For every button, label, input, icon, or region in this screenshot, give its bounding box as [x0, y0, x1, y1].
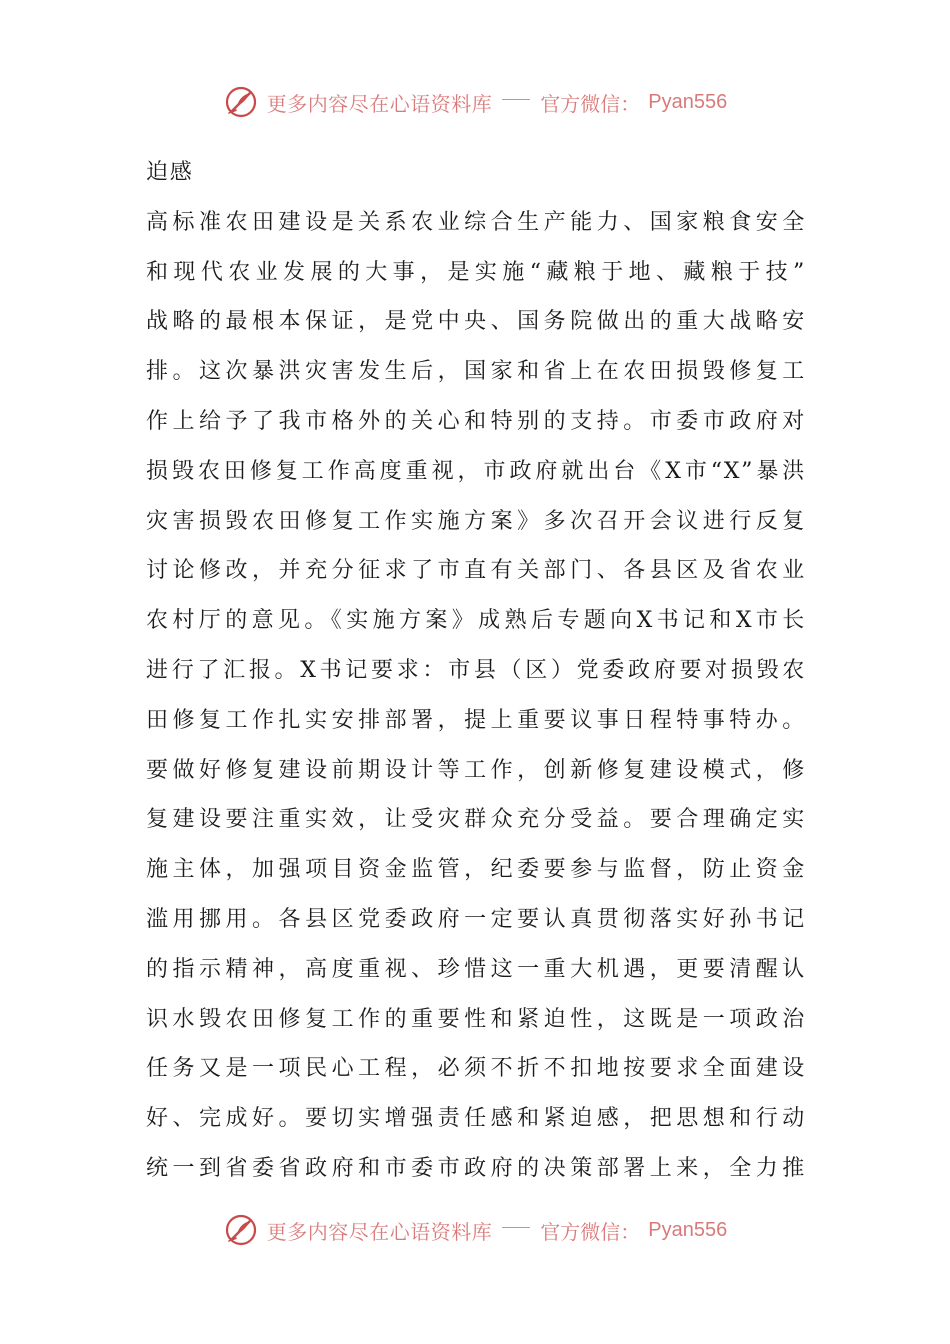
footer-dash: [502, 1227, 530, 1228]
document-body: [146, 148, 806, 1194]
text-line: 高标准农田建设是关系农业综合生产能力、国家粮食安全: [146, 209, 806, 235]
quill-logo-icon: [223, 84, 259, 120]
text-line: 识水毁农田修复工作的重要性和紧迫性，这既是一项政治: [146, 1006, 806, 1032]
text-line: 任务又是一项民心工程，必须不折不扣地按要求全面建设: [146, 1056, 806, 1082]
text-line: 田修复工作扎实安排部署，提上重要议事日程特事特办。: [146, 707, 806, 733]
text-line: 排。这次暴洪灾害发生后，国家和省上在农田损毁修复工: [146, 359, 806, 385]
text-line: 农村厅的意见。《实施方案》成熟后专题向X书记和X市长: [146, 608, 806, 634]
header-slogan: 更多内容尽在心语资料库: [266, 91, 493, 116]
text-line: 滥用挪用。各县区党委政府一定要认真贯彻落实好孙书记: [146, 906, 806, 932]
text-line: 复建设要注重实效，让受灾群众充分受益。要合理确定实: [146, 807, 806, 833]
text-line: 统一到省委省政府和市委市政府的决策部署上来，全力推: [146, 1155, 806, 1181]
text-line: 进行了汇报。X书记要求：市县（区）党委政府要对损毁农: [146, 657, 806, 683]
text-line: 施主体，加强项目资金监管，纪委要参与监督，防止资金: [146, 857, 806, 883]
text-line: 损毁农田修复工作高度重视，市政府就出台《X市“X”暴洪: [146, 458, 806, 484]
header-wechat-id: Pyan556: [648, 90, 728, 113]
text-line: 讨论修改，并充分征求了市直有关部门、各县区及省农业: [146, 558, 806, 584]
text-line: 的指示精神，高度重视、珍惜这一重大机遇，更要清醒认: [146, 956, 806, 982]
text-line: 战略的最根本保证，是党中央、国务院做出的重大战略安: [146, 309, 806, 335]
quill-logo-icon: [223, 1212, 259, 1248]
footer-wechat-id: Pyan556: [648, 1218, 728, 1241]
header-dash: [502, 99, 530, 100]
text-line: 和现代农业发展的大事，是实施“藏粮于地、藏粮于技”: [146, 259, 806, 285]
text-line: 要做好修复建设前期设计等工作，创新修复建设模式，修: [146, 757, 806, 783]
text-line: 作上给予了我市格外的关心和特别的支持。市委市政府对: [146, 408, 806, 434]
footer-wechat-label: 官方微信：: [540, 1219, 641, 1244]
footer-watermark: [0, 1210, 950, 1250]
header-wechat-label: 官方微信：: [540, 91, 641, 116]
text-line: 迫感: [146, 160, 194, 185]
header-watermark: [0, 82, 950, 122]
text-line: 好、完成好。要切实增强责任感和紧迫感，把思想和行动: [146, 1106, 806, 1132]
footer-slogan: 更多内容尽在心语资料库: [266, 1219, 493, 1244]
text-line: 灾害损毁农田修复工作实施方案》多次召开会议进行反复: [146, 508, 806, 534]
